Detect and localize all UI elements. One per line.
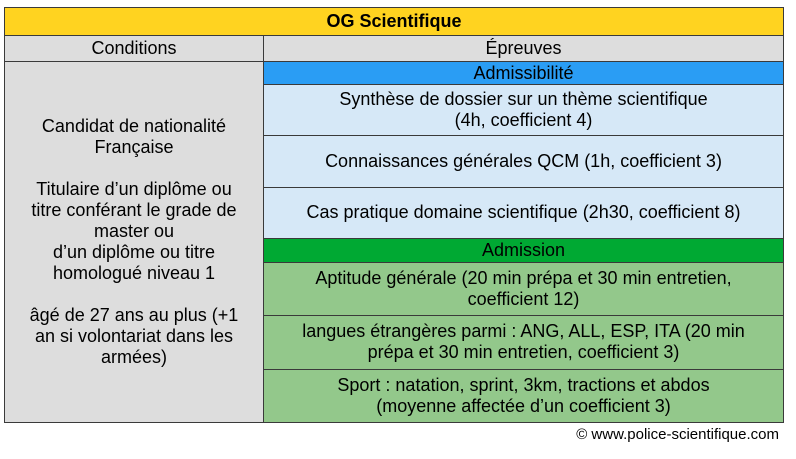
epreuve-line: (moyenne affectée d’un coefficient 3) xyxy=(376,396,671,417)
condition-line: âgé de 27 ans au plus (+1 xyxy=(29,304,239,325)
epreuve-line: langues étrangères parmi : ANG, ALL, ESP, ITA (20 min xyxy=(302,321,745,342)
epreuve-line: Connaissances générales QCM (1h, coefficient 3) xyxy=(325,150,722,171)
condition-gap xyxy=(9,158,259,179)
conditions-header: Conditions xyxy=(5,35,264,61)
condition-line: master ou xyxy=(93,220,175,241)
condition-line: Candidat de nationalité xyxy=(41,115,227,136)
epreuves-header: Épreuves xyxy=(264,35,784,61)
table-title: OG Scientifique xyxy=(5,8,784,36)
condition-line: Française xyxy=(94,136,174,157)
og-scientifique-table xyxy=(4,7,784,423)
epreuve-cell xyxy=(264,135,784,187)
epreuve-cell xyxy=(264,262,784,315)
condition-line: titre conférant le grade de xyxy=(31,199,237,220)
condition-line: d’un diplôme ou titre xyxy=(52,241,216,262)
condition-line: homologué niveau 1 xyxy=(52,262,216,283)
epreuve-line: Synthèse de dossier sur un thème scientifique xyxy=(339,89,708,110)
epreuve-line: prépa et 30 min entretien, coefficient 3) xyxy=(367,342,680,363)
condition-line: armées) xyxy=(100,346,167,367)
section-header-admission: Admission xyxy=(264,239,784,263)
epreuve-line: (4h, coefficient 4) xyxy=(454,110,593,131)
section-header-admissibilite: Admissibilité xyxy=(264,61,784,85)
epreuve-line: coefficient 12) xyxy=(467,288,580,309)
epreuve-cell xyxy=(264,370,784,423)
condition-line: an si volontariat dans les xyxy=(34,325,234,346)
epreuve-line: Aptitude générale (20 min prépa et 30 min entretien, xyxy=(315,267,732,288)
condition-gap xyxy=(9,284,259,305)
epreuve-line: Sport : natation, sprint, 3km, tractions et abdos xyxy=(337,375,710,396)
epreuve-cell xyxy=(264,315,784,370)
epreuve-line: Cas pratique domaine scientifique (2h30, coefficient 8) xyxy=(306,202,741,223)
conditions-cell xyxy=(5,61,264,422)
epreuve-cell xyxy=(264,187,784,239)
epreuve-cell xyxy=(264,85,784,136)
condition-line: Titulaire d’un diplôme ou xyxy=(36,178,232,199)
copyright-credit: © www.police-scientifique.com xyxy=(576,426,779,443)
